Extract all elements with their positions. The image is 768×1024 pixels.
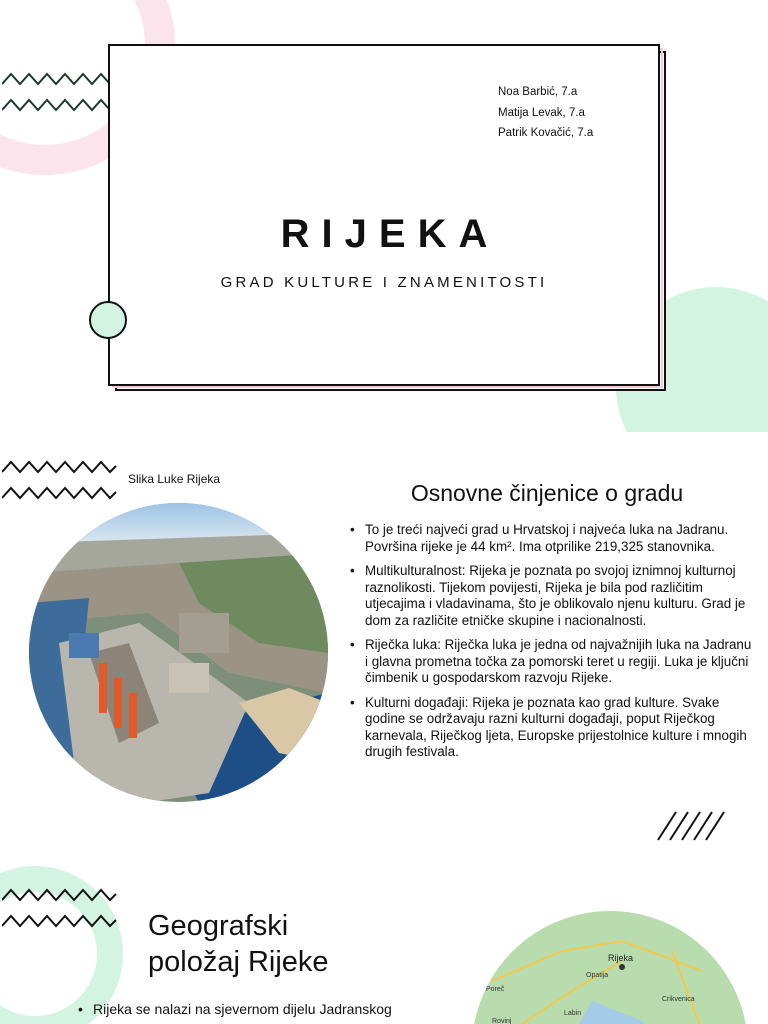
- zigzag-decoration: [2, 884, 120, 934]
- facts-heading: Osnovne činjenice o gradu: [410, 480, 684, 506]
- list-item: • Rijeka se nalazi na sjevernom dijelu Jadranskog: [76, 1000, 456, 1018]
- slash-lines-decoration: [656, 810, 726, 842]
- image-caption: Slika Luke Rijeka: [128, 472, 221, 486]
- list-item: • Multikulturalnost: Rijeka je poznata po svojoj iznimnoj kulturnoj raznolikosti. Tijekom povijesti, Rijeka je bila pod različitim utjecajima i vladavinama, što je oblikovalo njenu kulturu. Grad je dom za različite etničke skupine i nacionalnosti.: [348, 563, 758, 629]
- author-name: Patrik Kovačić, 7.a: [498, 127, 594, 139]
- presentation-title: RIJEKA: [280, 212, 500, 256]
- facts-slide: [0, 432, 768, 864]
- author-name: Noa Barbić, 7.a: [498, 86, 578, 98]
- map-label-city: Rijeka: [608, 953, 634, 963]
- map-label: Rovinj: [492, 1018, 512, 1024]
- title-card: [108, 44, 660, 386]
- title-slide: [0, 0, 768, 432]
- port-photo: [29, 503, 328, 802]
- author-name: Matija Levak, 7.a: [498, 106, 585, 119]
- list-item: • To je treći najveći grad u Hrvatskoj i najveća luka na Jadranu. Površina rijeke je 44 km². Ima otprilike 219,325 stanovnika.: [348, 522, 758, 555]
- author-list: [498, 82, 593, 144]
- facts-list: [348, 522, 758, 769]
- heading-line: Geografski: [148, 910, 289, 942]
- map-label: Crikvenica: [662, 996, 695, 1003]
- heading-line: položaj Rijeke: [148, 946, 329, 978]
- geography-slide: [0, 864, 768, 1024]
- green-dot-decoration: [89, 301, 127, 339]
- zigzag-decoration: [2, 68, 112, 118]
- map-label: Opatija: [586, 972, 609, 979]
- geography-heading: [148, 908, 408, 980]
- map-label: Labin: [564, 1010, 582, 1017]
- list-item: • Riječka luka: Riječka luka je jedna od najvažnijih luka na Jadranu i glavna prometna točka za pomorski teret u regiji. Luka je ključni čimbenik u gospodarskom razvoju Rijeke.: [348, 637, 758, 687]
- geography-list: [76, 1000, 456, 1018]
- list-item: • Kulturni događaji: Rijeka je poznata kao grad kulture. Svake godine se održavaju razni kulturni događaji, poput Riječkog karnevala, Riječkog ljeta, Europske prijestolnice kulture i mnogih drugih festivala.: [348, 695, 758, 761]
- presentation-subtitle: GRAD KULTURE I ZNAMENITOSTI: [220, 274, 548, 291]
- zigzag-decoration: [2, 456, 120, 506]
- region-map: [472, 911, 748, 1024]
- map-label: Poreč: [486, 986, 505, 993]
